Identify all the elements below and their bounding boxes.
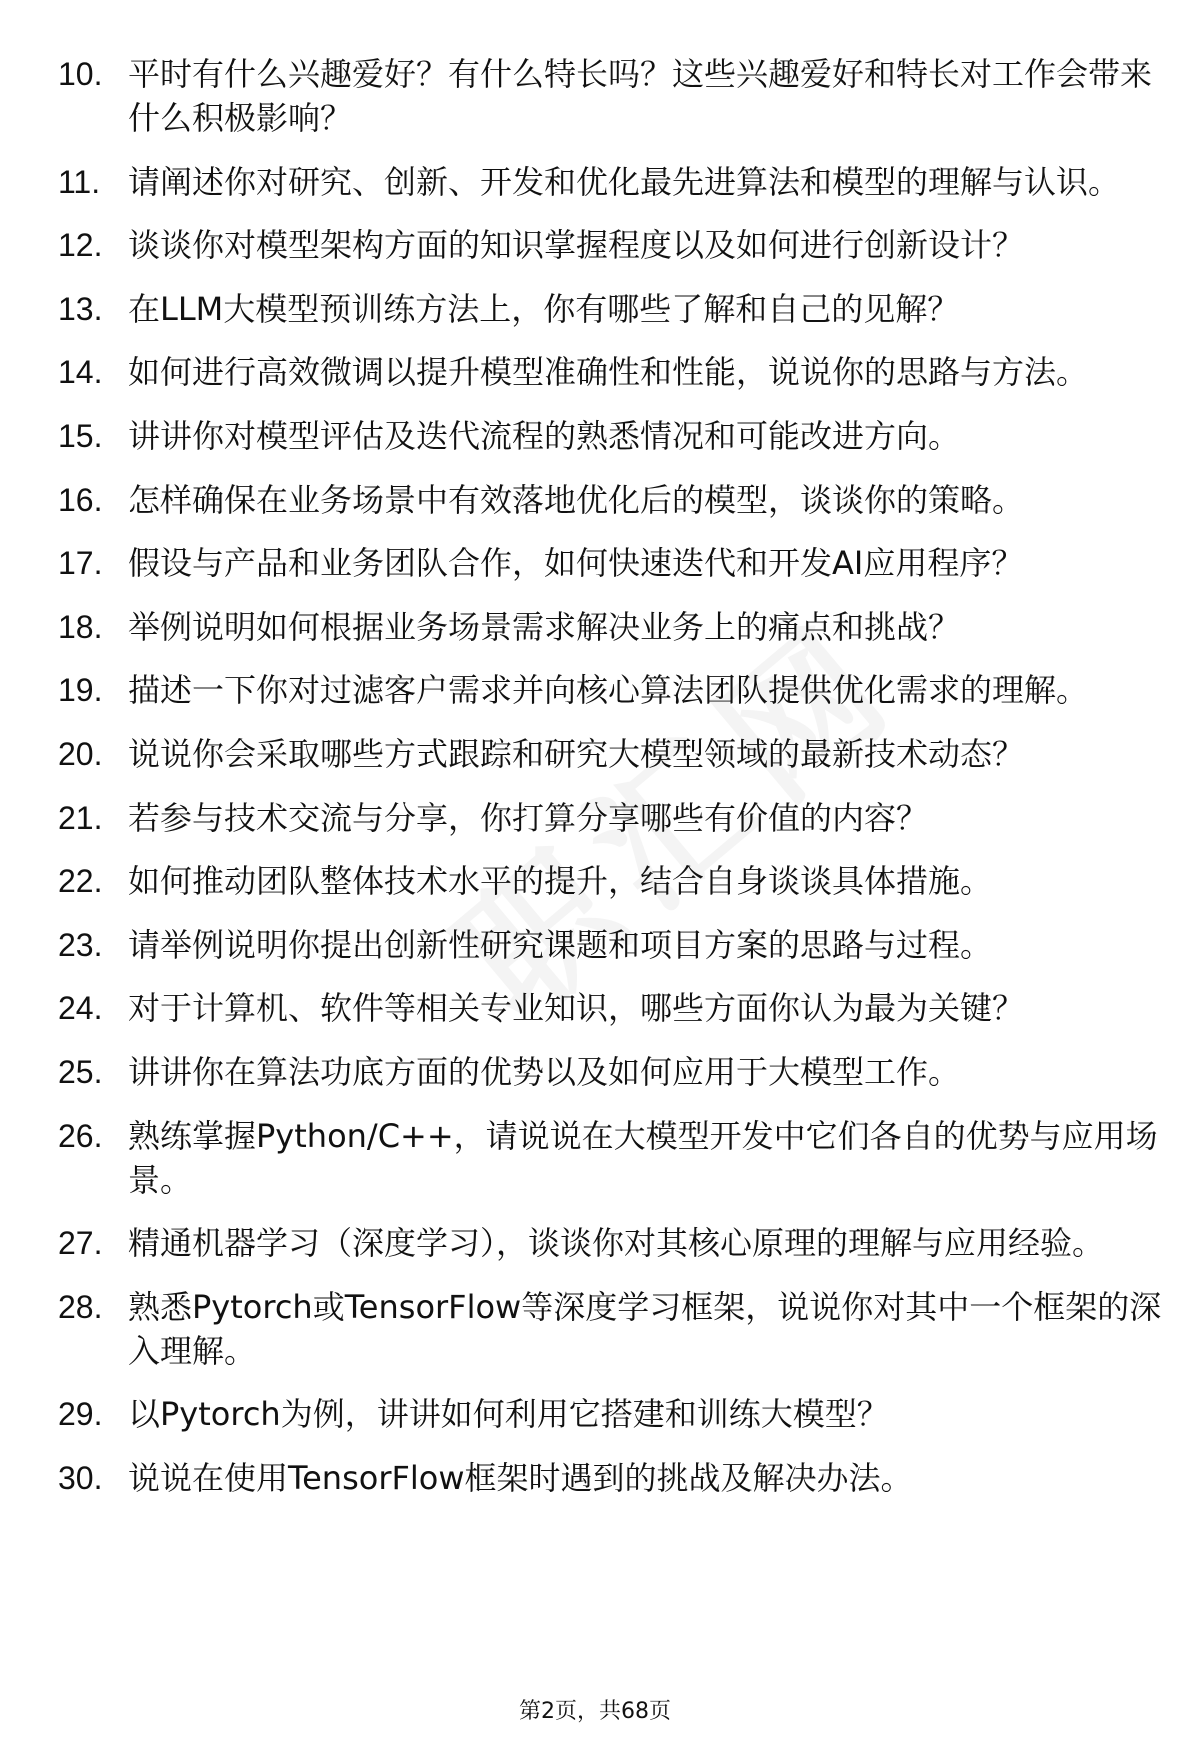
question-text: 在LLM大模型预训练方法上，你有哪些了解和自己的见解？ xyxy=(128,289,960,328)
question-item xyxy=(0,414,1190,458)
question-text: 说说在使用TensorFlow框架时遇到的挑战及解决办法。 xyxy=(128,1458,913,1497)
question-item xyxy=(0,668,1190,712)
question-text: 谈谈你对模型架构方面的知识掌握程度以及如何进行创新设计？ xyxy=(128,226,1025,265)
question-text: 如何推动团队整体技术水平的提升，结合自身谈谈具体措施。 xyxy=(128,862,993,901)
question-item xyxy=(0,605,1190,649)
question-item xyxy=(0,160,1190,204)
question-item xyxy=(0,1114,1190,1202)
question-number: 29. xyxy=(58,1396,103,1433)
question-number: 23. xyxy=(58,926,103,963)
question-text: 如何进行高效微调以提升模型准确性和性能，说说你的思路与方法。 xyxy=(128,353,1089,392)
question-number: 21. xyxy=(58,799,103,836)
question-text: 请举例说明你提出创新性研究课题和项目方案的思路与过程。 xyxy=(128,925,993,964)
question-text: 若参与技术交流与分享，你打算分享哪些有价值的内容？ xyxy=(128,798,929,837)
question-text: 以Pytorch为例，讲讲如何利用它搭建和训练大模型？ xyxy=(128,1395,889,1434)
question-item xyxy=(0,1050,1190,1094)
question-item xyxy=(0,478,1190,522)
question-number: 30. xyxy=(58,1459,103,1496)
question-number: 14. xyxy=(58,354,103,391)
question-text: 怎样确保在业务场景中有效落地优化后的模型，谈谈你的策略。 xyxy=(128,480,1025,519)
question-item xyxy=(0,1392,1190,1436)
question-number: 11. xyxy=(58,163,101,200)
question-number: 27. xyxy=(58,1225,103,1262)
question-item xyxy=(0,1285,1190,1373)
question-item xyxy=(0,923,1190,967)
question-text: 举例说明如何根据业务场景需求解决业务上的痛点和挑战？ xyxy=(128,607,961,646)
question-item xyxy=(0,541,1190,585)
question-item xyxy=(0,223,1190,267)
question-text: 说说你会采取哪些方式跟踪和研究大模型领域的最新技术动态？ xyxy=(128,734,1025,773)
question-text: 熟练掌握Python/C++，请说说在大模型开发中它们各自的优势与应用场景。 xyxy=(128,1116,1158,1199)
question-number: 10. xyxy=(58,56,103,92)
question-text: 描述一下你对过滤客户需求并向核心算法团队提供优化需求的理解。 xyxy=(128,671,1089,710)
question-number: 26. xyxy=(58,1117,103,1154)
question-text: 对于计算机、软件等相关专业知识，哪些方面你认为最为关键？ xyxy=(128,989,1025,1028)
question-number: 18. xyxy=(58,608,103,645)
question-number: 15. xyxy=(58,417,103,454)
question-text: 讲讲你对模型评估及迭代流程的熟悉情况和可能改进方向。 xyxy=(128,416,961,455)
question-text: 请阐述你对研究、创新、开发和优化最先进算法和模型的理解与认识。 xyxy=(128,162,1121,201)
question-item xyxy=(0,796,1190,840)
question-item xyxy=(0,859,1190,903)
question-item xyxy=(0,986,1190,1030)
question-item xyxy=(0,732,1190,776)
question-item xyxy=(0,1456,1190,1500)
question-list xyxy=(0,52,1190,1519)
question-number: 13. xyxy=(58,290,103,327)
question-text: 精通机器学习（深度学习），谈谈你对其核心原理的理解与应用经验。 xyxy=(128,1224,1105,1263)
question-number: 19. xyxy=(58,672,103,709)
question-number: 25. xyxy=(58,1053,103,1090)
question-number: 24. xyxy=(58,990,103,1027)
question-item xyxy=(0,52,1190,140)
page-footer: 第2页，共68页 xyxy=(519,1699,671,1724)
question-number: 17. xyxy=(58,545,103,582)
question-number: 22. xyxy=(58,863,103,900)
question-text: 假设与产品和业务团队合作，如何快速迭代和开发AI应用程序？ xyxy=(128,544,1024,583)
question-number: 20. xyxy=(58,735,103,772)
question-text: 熟悉Pytorch或TensorFlow等深度学习框架，说说你对其中一个框架的深入理解。 xyxy=(128,1287,1162,1370)
question-item xyxy=(0,1221,1190,1265)
question-item xyxy=(0,287,1190,331)
question-number: 28. xyxy=(58,1288,103,1325)
question-text: 讲讲你在算法功底方面的优势以及如何应用于大模型工作。 xyxy=(128,1052,961,1091)
question-number: 12. xyxy=(58,227,103,264)
question-item xyxy=(0,350,1190,394)
question-text: 平时有什么兴趣爱好？有什么特长吗？这些兴趣爱好和特长对工作会带来什么积极影响？ xyxy=(128,55,1153,137)
question-number: 16. xyxy=(58,481,103,518)
